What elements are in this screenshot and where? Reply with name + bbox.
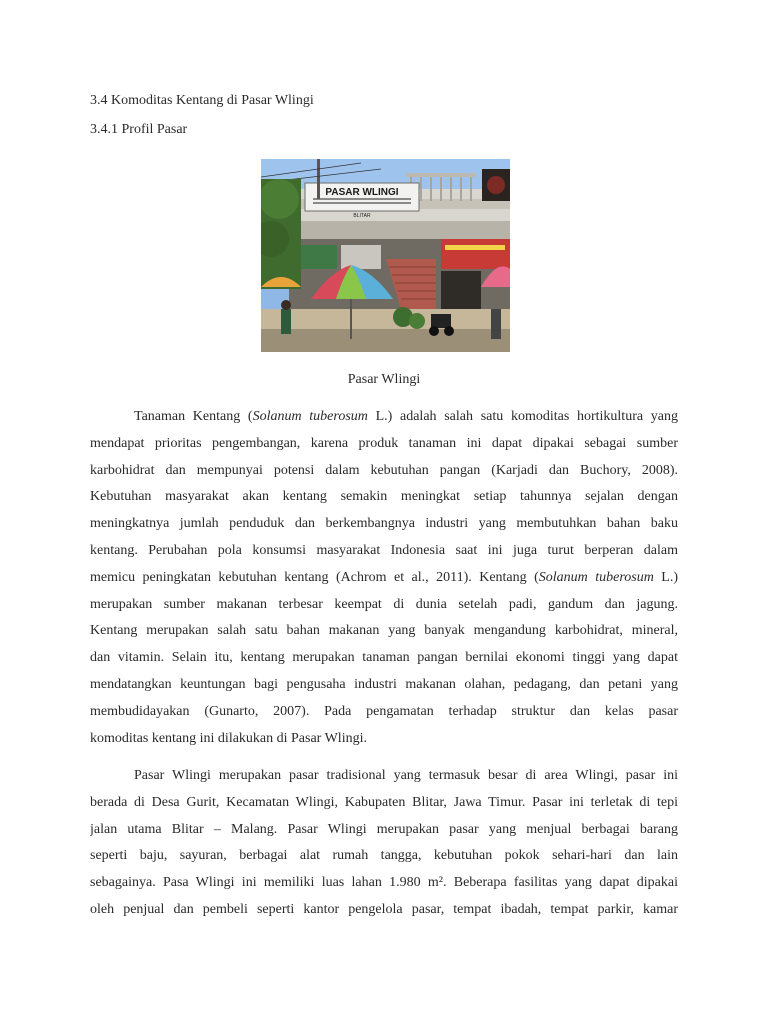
- paragraph-line: Kentang merupakan salah satu bahan makanan yang banyak mengandung karbohidrat, mineral,: [90, 623, 678, 639]
- paragraph-line: berada di Desa Gurit, Kecamatan Wlingi, Kabupaten Blitar, Jawa Timur. Pasar ini terletak di tepi: [90, 794, 678, 810]
- paragraph-line: mendatangkan keuntungan bagi pengusaha industri makanan olahan, pedagang, dan petani yang: [90, 676, 678, 692]
- paragraph-line: dan vitamin. Selain itu, kentang merupakan tanaman pangan bernilai ekonomi tinggi yang dapat: [90, 650, 678, 666]
- paragraph-line: komoditas kentang ini dilakukan di Pasar Wlingi.: [90, 730, 367, 746]
- paragraph-line: memicu peningkatan kebutuhan kentang (Achrom et al., 2011). Kentang (Solanum tuberosum L.): [90, 569, 678, 585]
- paragraph-line: Tanaman Kentang (Solanum tuberosum L.) adalah salah satu komoditas hortikultura yang: [134, 409, 678, 424]
- paragraph-line: membudidayakan (Gunarto, 2007). Pada pengamatan terhadap struktur dan kelas pasar: [90, 703, 678, 719]
- figure-caption: Pasar Wlingi: [347, 372, 421, 387]
- paragraph-2: [90, 763, 678, 924]
- paragraph-line: seperti baju, sayuran, berbagai alat rumah tangga, kebutuhan pokok sehari-hari dan lain: [90, 848, 678, 864]
- market-photo: [261, 159, 510, 352]
- paragraph-line: jalan utama Blitar – Malang. Pasar Wlingi merupakan pasar yang menjual berbagai barang: [90, 821, 678, 837]
- sign-text: PASAR WLINGI: [325, 187, 399, 198]
- section-heading: 3.4 Komoditas Kentang di Pasar Wlingi: [90, 93, 314, 108]
- sign-subtext: BLITAR: [353, 213, 371, 219]
- paragraph-line: mendapat prioritas pengembangan, karena produk tanaman ini dapat dipakai sebagai sumber: [90, 435, 678, 451]
- paragraph-line: meningkatnya jumlah penduduk dan berkembangnya industri yang membutuhkan bahan baku: [90, 516, 678, 532]
- market-photo-illustration: [261, 159, 510, 352]
- paragraph-1: [90, 404, 678, 752]
- paragraph-line: merupakan sumber makanan terbesar keempat di dunia setelah padi, gandum dan jagung.: [90, 596, 678, 612]
- paragraph-line: Kebutuhan masyarakat akan kentang semakin meningkat setiap tahunnya sejalan dengan: [90, 489, 678, 505]
- subsection-heading: 3.4.1 Profil Pasar: [90, 122, 188, 137]
- paragraph-line: kentang. Perubahan pola konsumsi masyarakat Indonesia saat ini juga turut berperan dalam: [90, 542, 678, 558]
- paragraph-line: oleh penjual dan pembeli seperti kantor pengelola pasar, tempat ibadah, tempat parkir, kamar: [90, 901, 678, 917]
- paragraph-line: Pasar Wlingi merupakan pasar tradisional yang termasuk besar di area Wlingi, pasar ini: [134, 768, 678, 783]
- paragraph-line: karbohidrat dan mempunyai potensi dalam kebutuhan pangan (Karjadi dan Buchory, 2008).: [90, 462, 678, 478]
- paragraph-line: sebagainya. Pasa Wlingi ini memiliki luas lahan 1.980 m². Beberapa fasilitas yang dapat dipakai: [90, 875, 678, 891]
